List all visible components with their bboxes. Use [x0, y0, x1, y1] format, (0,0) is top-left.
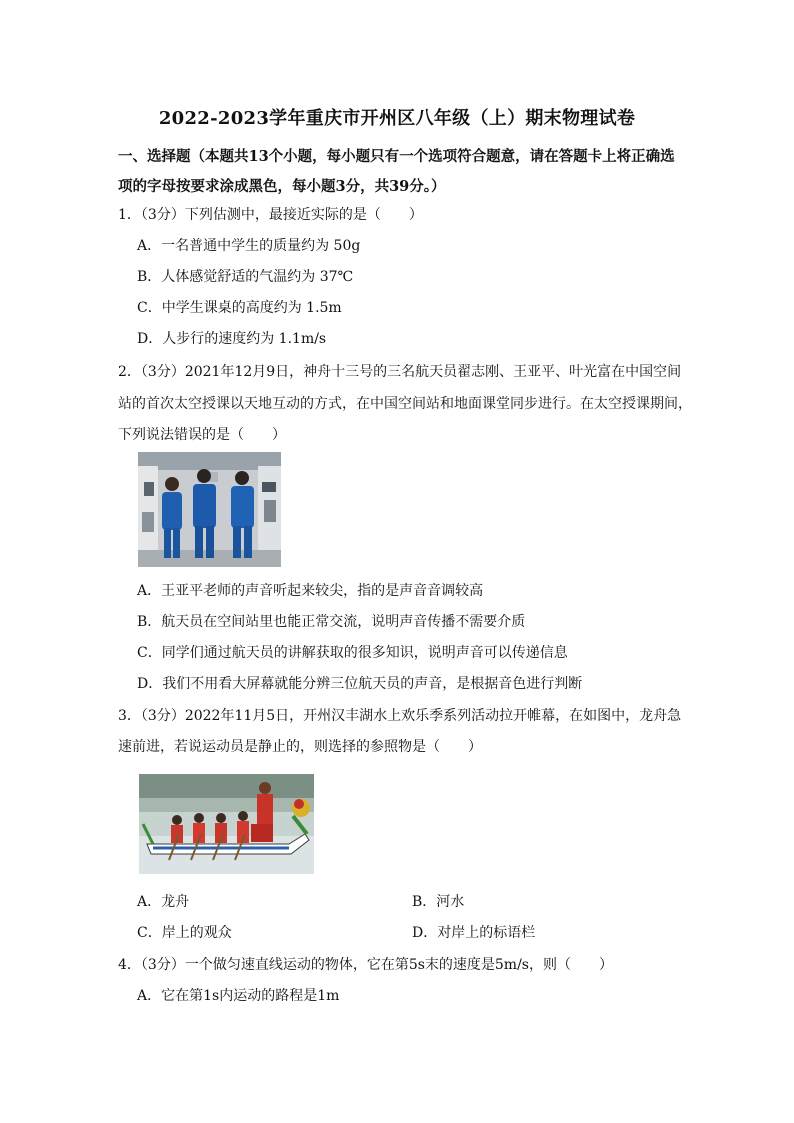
question-2-option-d[interactable]: D．我们不用看大屏幕就能分辨三位航天员的声音，是根据音色进行判断 [137, 676, 583, 692]
page-title: 2022-2023学年重庆市开州区八年级（上）期末物理试卷 [158, 108, 636, 129]
question-3-option-d[interactable]: D．对岸上的标语栏 [412, 925, 536, 941]
question-3-option-b[interactable]: B．河水 [412, 894, 465, 910]
question-1-option-a[interactable]: A．一名普通中学生的质量约为 50g [137, 238, 361, 254]
question-1-option-d[interactable]: D．人步行的速度约为 1.1m/s [137, 331, 327, 347]
question-1-option-c[interactable]: C．中学生课桌的高度约为 1.5m [137, 300, 342, 316]
astronauts-photo [138, 452, 281, 567]
question-3-option-c[interactable]: C．岸上的观众 [137, 925, 232, 941]
question-2-stem: 2．（3分）2021年12月9日，神舟十三号的三名航天员翟志刚、王亚平、叶光富在中国空间站的首次太空授课以天地互动的方式，在中国空间站和地面课堂同步进行。在太空授课期间，下列说法错误的是（ ） [118, 364, 692, 443]
question-3-option-a[interactable]: A．龙舟 [137, 894, 190, 910]
question-2-option-a[interactable]: A．王亚平老师的声音听起来较尖，指的是声音音调较高 [137, 583, 484, 599]
section-heading: 一、选择题（本题共13个小题，每小题只有一个选项符合题意，请在答题卡上将正确选项的字母按要求涂成黑色，每小题3分，共39分。） [118, 148, 675, 195]
question-2-option-c[interactable]: C．同学们通过航天员的讲解获取的很多知识，说明声音可以传递信息 [137, 645, 568, 661]
question-4-option-a[interactable]: A．它在第1s内运动的路程是1m [137, 988, 340, 1004]
question-1-stem: 1．（3分）下列估测中，最接近实际的是（ ） [118, 207, 423, 223]
question-2-option-b[interactable]: B．航天员在空间站里也能正常交流，说明声音传播不需要介质 [137, 614, 526, 630]
question-4-stem: 4．（3分）一个做匀速直线运动的物体，它在第5s末的速度是5m/s，则（ ） [118, 957, 613, 973]
question-1-option-b[interactable]: B．人体感觉舒适的气温约为 37℃ [137, 269, 354, 285]
dragon-boat-photo [139, 774, 314, 874]
question-3-stem: 3．（3分）2022年11月5日，开州汉丰湖水上欢乐季系列活动拉开帷幕，在如图中，龙舟急速前进，若说运动员是静止的，则选择的参照物是（ ） [118, 708, 682, 755]
